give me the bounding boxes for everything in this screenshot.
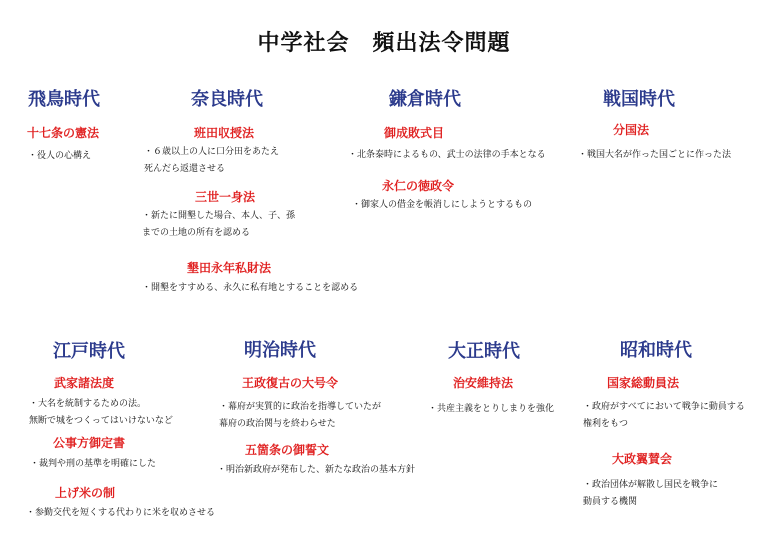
- era-heading-edo: 江戸時代: [53, 341, 125, 362]
- page-title: 中学社会 頻出法令問題: [257, 31, 511, 56]
- law-description: ・裁判や刑の基準を明確にした: [30, 459, 157, 469]
- law-description: ・北条泰時によるもの、武士の法律の手本となる: [348, 150, 546, 160]
- law-description: ・御家人の借金を帳消しにしようとするもの: [352, 200, 533, 210]
- era-heading-showa: 昭和時代: [620, 340, 692, 361]
- law-description: ・大名を統制するための法。 無断で城をつくってはいけないなど: [29, 399, 173, 426]
- law-title: 王政復古の大号令: [242, 376, 339, 390]
- era-heading-asuka: 飛鳥時代: [28, 89, 100, 110]
- law-title: 十七条の憲法: [27, 126, 100, 140]
- law-title: 班田収授法: [194, 126, 255, 140]
- law-title: 永仁の徳政令: [382, 179, 455, 193]
- law-title: 五箇条の御誓文: [245, 443, 330, 457]
- era-heading-nara: 奈良時代: [191, 89, 263, 110]
- era-heading-taisho: 大正時代: [448, 341, 520, 362]
- law-description: ・明治新政府が発布した、新たな政治の基本方針: [217, 465, 416, 475]
- law-title: 治安維持法: [453, 376, 514, 390]
- law-description: ・幕府が実質的に政治を指導していたが 幕府の政治関与を終わらせた: [219, 402, 382, 429]
- era-heading-sengoku: 戦国時代: [603, 89, 675, 110]
- law-description: ・役人の心構え: [28, 151, 92, 161]
- law-description: ・６歳以上の人に口分田をあたえ 死んだら返還させる: [144, 147, 280, 174]
- law-description: ・政府がすべてにおいて戦争に動員する 権利をもつ: [583, 402, 745, 429]
- law-title: 国家総動員法: [607, 376, 680, 390]
- law-title: 三世一身法: [195, 190, 256, 204]
- law-title: 武家諸法度: [54, 376, 115, 390]
- law-title: 墾田永年私財法: [187, 261, 272, 275]
- law-description: ・開墾をすすめる、永久に私有地とすることを認める: [142, 283, 359, 293]
- era-heading-meiji: 明治時代: [244, 340, 316, 361]
- law-description: ・共産主義をとりしまりを強化: [428, 404, 555, 414]
- law-description: ・参勤交代を短くする代わりに米を収めさせる: [26, 508, 216, 518]
- law-title: 分国法: [613, 123, 650, 137]
- law-title: 御成敗式目: [384, 126, 445, 140]
- law-title: 公事方御定書: [53, 436, 126, 450]
- law-title: 上げ米の制: [55, 486, 116, 500]
- law-description: ・戦国大名が作った国ごとに作った法: [578, 150, 732, 160]
- law-description: ・政治団体が解散し国民を戦争に 動員する機関: [583, 480, 719, 507]
- law-description: ・新たに開墾した場合、本人、子、孫 までの土地の所有を認める: [142, 211, 296, 238]
- era-heading-kamakura: 鎌倉時代: [389, 89, 461, 110]
- law-title: 大政翼賛会: [612, 452, 673, 466]
